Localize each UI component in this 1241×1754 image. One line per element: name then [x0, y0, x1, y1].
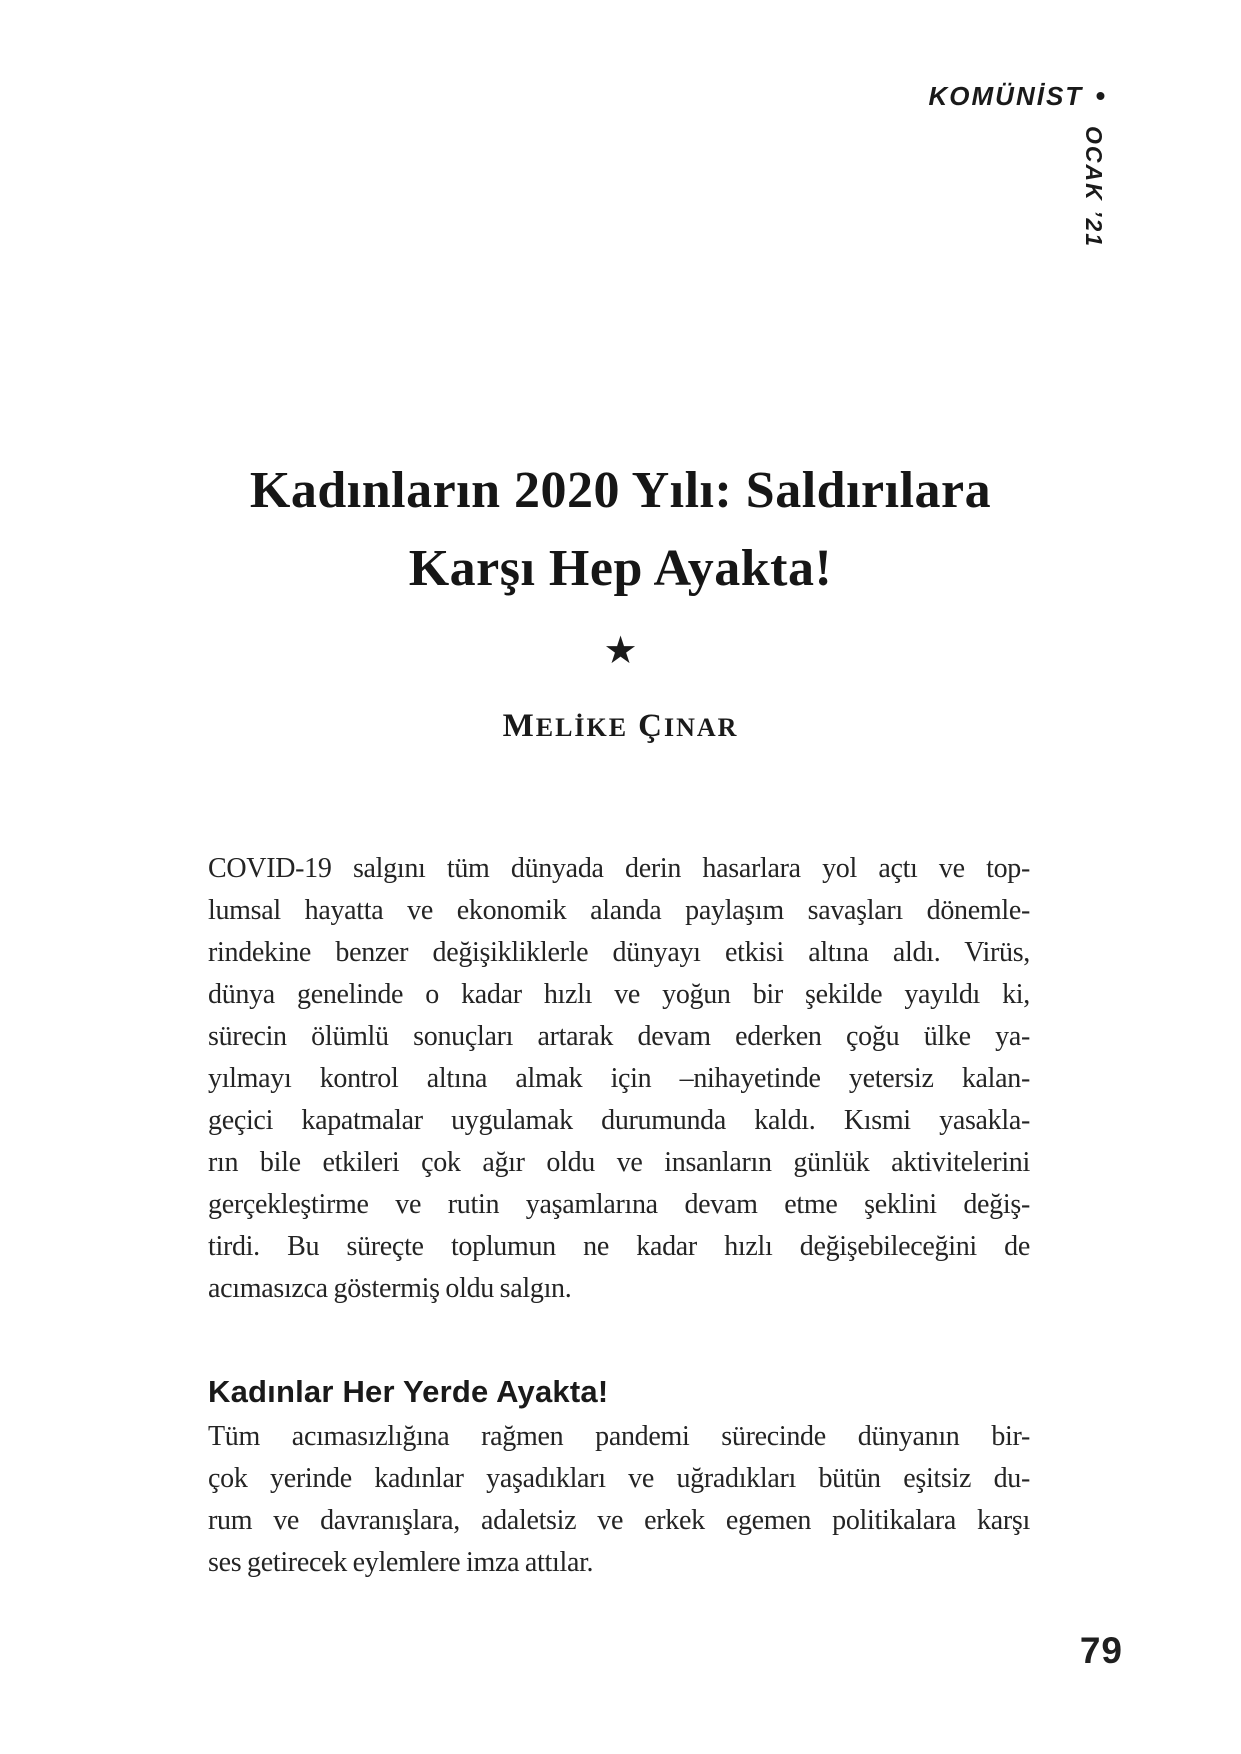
masthead-bullet-icon: • — [1095, 80, 1105, 111]
author-last-rest: INAR — [663, 713, 739, 742]
author-first-initial: M — [502, 708, 536, 744]
article-title-line-1: Kadınların 2020 Yılı: Saldırılara — [249, 462, 992, 519]
article-title — [0, 452, 1241, 608]
author-name — [0, 704, 1241, 754]
article-title-line-2: Karşı Hep Ayakta! — [408, 540, 833, 597]
body-line: rum ve davranışlara, adaletsiz ve erkek egemen politikalara karşı — [208, 1505, 1030, 1536]
author-first-rest: ELİKE — [535, 713, 629, 742]
body-line: rın bile etkileri çok ağır oldu ve insanların günlük aktivitelerini — [208, 1147, 1030, 1178]
body-line: rindekine benzer değişikliklerle dünyayı etkisi altına aldı. Virüs, — [208, 937, 1030, 968]
body-line: yılmayı kontrol altına almak için –nihayetinde yetersiz kalan- — [208, 1063, 1030, 1094]
masthead — [929, 82, 1105, 110]
body-line: gerçekleştirme ve rutin yaşamlarına devam etme şeklini değiş- — [208, 1189, 1030, 1220]
body-line: çok yerinde kadınlar yaşadıkları ve uğradıkları bütün eşitsiz du- — [208, 1463, 1030, 1494]
body-line: ses getirecek eylemlere imza attılar. — [208, 1547, 594, 1578]
body-line: geçici kapatmalar uygulamak durumunda kaldı. Kısmi yasakla- — [208, 1105, 1030, 1136]
intro-paragraph — [208, 848, 1030, 1310]
body-line: lumsal hayatta ve ekonomik alanda paylaşım savaşları dönemle- — [208, 895, 1030, 926]
body-line: Tüm acımasızlığına rağmen pandemi sürecinde dünyanın bir- — [208, 1421, 1030, 1452]
journal-name: KOMÜNİST — [928, 81, 1084, 111]
body-line: tirdi. Bu süreçte toplumun ne kadar hızlı değişebileceğini de — [208, 1231, 1030, 1262]
page-number: 79 — [1079, 1630, 1123, 1671]
section-heading: Kadınlar Her Yerde Ayakta! — [208, 1374, 609, 1409]
body-line: COVID-19 salgını tüm dünyada derin hasarlara yol açtı ve top- — [208, 853, 1030, 884]
body-line: acımasızca göstermiş oldu salgın. — [208, 1273, 572, 1304]
issue-date-vertical: OCAK ’21 — [1081, 126, 1107, 249]
body-line: dünya genelinde o kadar hızlı ve yoğun bir şekilde yayıldı ki, — [208, 979, 1030, 1010]
section-paragraph — [208, 1416, 1030, 1584]
author-last-initial: Ç — [638, 708, 664, 744]
body-line: sürecin ölümlü sonuçları artarak devam ederken çoğu ülke ya- — [208, 1021, 1030, 1052]
divider-star-icon: ★ — [603, 628, 638, 672]
